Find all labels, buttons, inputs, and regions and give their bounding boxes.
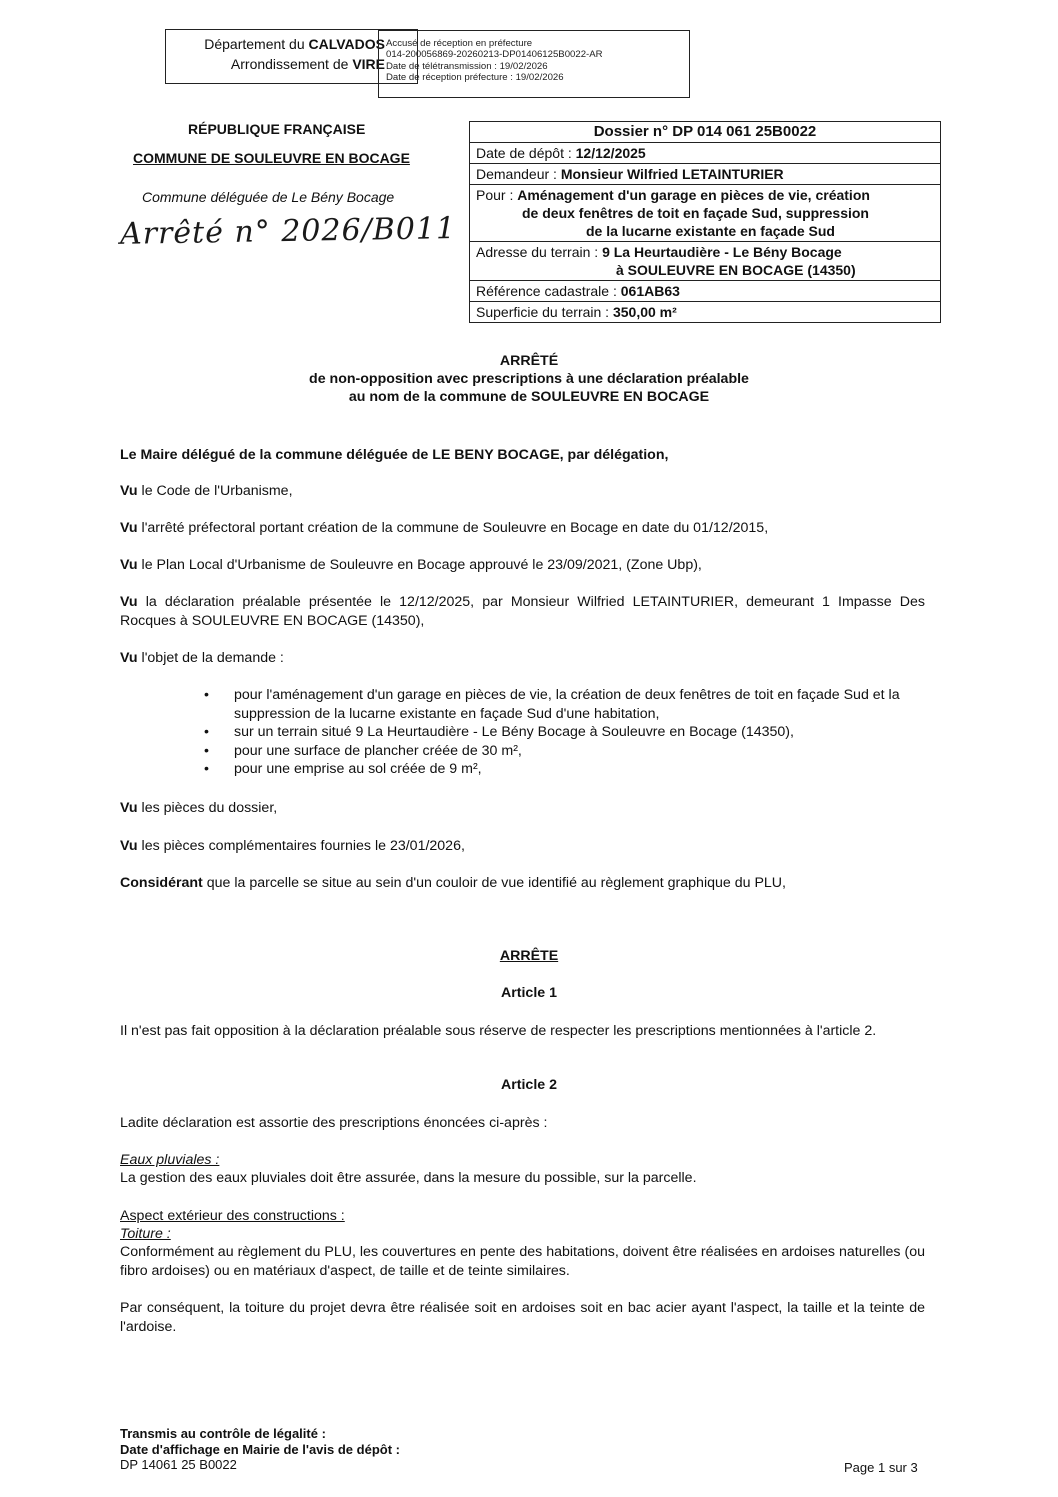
vu-code-urbanisme: Vu le Code de l'Urbanisme, [120, 483, 293, 499]
dossier-number: Dossier n° DP 014 061 25B0022 [470, 122, 940, 143]
vu-pieces: Vu les pièces du dossier, [120, 800, 278, 816]
article-2-title: Article 2 [501, 1077, 557, 1093]
vu-pieces-complementaires: Vu les pièces complémentaires fournies le 23/01/2026, [120, 838, 465, 854]
department-line: Département du CALVADOS [204, 36, 385, 52]
vu-arrete-prefectoral: Vu l'arrêté préfectoral portant création de la commune de Souleuvre en Bocage en date du 01/12/2015, [120, 520, 769, 536]
footer-affichage: Date d'affichage en Mairie de l'avis de dépôt : [120, 1441, 400, 1457]
receipt-stamp [386, 38, 603, 84]
dossier-pour-row: Pour : Aménagement d'un garage en pièces de vie, création de deux fenêtres de toit en façade Sud, suppression de la lucarne existante en façade Sud [470, 185, 940, 242]
eaux-pluviales-title: Eaux pluviales : [120, 1152, 220, 1168]
dossier-adresse-row: Adresse du terrain : 9 La Heurtaudière - Le Bény Bocage à SOULEUVRE EN BOCAGE (14350) [470, 242, 940, 281]
vu-objet: Vu l'objet de la demande : [120, 650, 284, 666]
vu-declaration: Vu la déclaration préalable présentée le 12/12/2025, par Monsieur Wilfried LETAINTURIER, demeurant 1 Impasse Des Rocques à SOULEUVRE EN BOCAGE (14350), [120, 594, 925, 629]
eaux-pluviales-text: La gestion des eaux pluviales doit être assurée, dans la mesure du possible, sur la parcelle. [120, 1170, 697, 1186]
article-1-title: Article 1 [501, 985, 557, 1001]
department-stamp [165, 34, 385, 74]
toiture-text-2: Par conséquent, la toiture du projet devra être réalisée soit en ardoises soit en bac acier ayant l'aspect, la taille et la teinte de l'ardoise. [120, 1300, 925, 1335]
list-item: • pour l'aménagement d'un garage en pièces de vie, la création de deux fenêtres de toit en façade Sud et la suppression de la lucarne existante en façade Sud d'une habitation, [200, 686, 930, 723]
considerant: Considérant que la parcelle se situe au sein d'un couloir de vue identifié au règlement graphique du PLU, [120, 875, 786, 891]
dossier-superficie-row: Superficie du terrain : 350,00 m² [476, 304, 677, 320]
maire-statement: Le Maire délégué de la commune déléguée de LE BENY BOCAGE, par délégation, [120, 447, 669, 463]
toiture-title: Toiture : [120, 1226, 171, 1242]
list-item: • sur un terrain situé 9 La Heurtaudière - Le Bény Bocage à Souleuvre en Bocage (14350), [200, 723, 930, 742]
dossier-table [469, 121, 941, 323]
vu-plu: Vu le Plan Local d'Urbanisme de Souleuvre en Bocage approuvé le 23/09/2021, (Zone Ubp), [120, 557, 702, 573]
commune-deleguee: Commune déléguée de Le Bény Bocage [142, 189, 395, 205]
list-item: • pour une emprise au sol créée de 9 m², [200, 760, 930, 779]
footer-transmis: Transmis au contrôle de légalité : [120, 1426, 326, 1441]
dossier-demandeur-row: Demandeur : Monsieur Wilfried LETAINTURIER [470, 164, 940, 185]
republique-heading: RÉPUBLIQUE FRANÇAISE [188, 121, 366, 137]
receipt-line-4: Date de réception préfecture : 19/02/2026 [386, 72, 564, 84]
page-number: Page 1 sur 3 [844, 1460, 918, 1475]
toiture-text-1: Conformément au règlement du PLU, les couvertures en pente des habitations, doivent être réalisées en ardoises naturelles (ou fibro ardoises) ou en matériaux d'aspect, de taille et de teinte similaires. [120, 1244, 925, 1279]
receipt-line-2: 014-200056869-20260213-DP01406125B0022-AR [386, 49, 603, 61]
handwritten-arrete-number: Arrêté n° 2026/B011 [119, 211, 457, 252]
footer [120, 1426, 400, 1473]
arrete-heading: ARRÊTE [499, 948, 559, 964]
aspect-exterieur-title: Aspect extérieur des constructions : [120, 1208, 345, 1224]
dossier-date-row: Date de dépôt : 12/12/2025 [470, 143, 940, 164]
list-item: • pour une surface de plancher créée de 30 m², [200, 742, 930, 761]
receipt-line-3: Date de télétransmission : 19/02/2026 [386, 60, 548, 72]
article-2-intro: Ladite déclaration est assortie des prescriptions énoncées ci-après : [120, 1115, 548, 1131]
dossier-reference-row: Référence cadastrale : 061AB63 [470, 281, 940, 302]
objet-list [200, 686, 930, 779]
commune-heading: COMMUNE DE SOULEUVRE EN BOCAGE [133, 150, 410, 166]
arrondissement-line: Arrondissement de VIRE [230, 56, 385, 72]
receipt-line-1: Accusé de réception en préfecture [386, 38, 533, 49]
document-title: ARRÊTÉ de non-opposition avec prescriptions à une déclaration préalable au nom de la commune de SOULEUVRE EN BOCAGE [309, 353, 749, 405]
footer-reference: DP 14061 25 B0022 [120, 1457, 237, 1472]
article-1-text: Il n'est pas fait opposition à la déclaration préalable sous réserve de respecter les prescriptions mentionnées à l'article 2. [120, 1023, 877, 1039]
